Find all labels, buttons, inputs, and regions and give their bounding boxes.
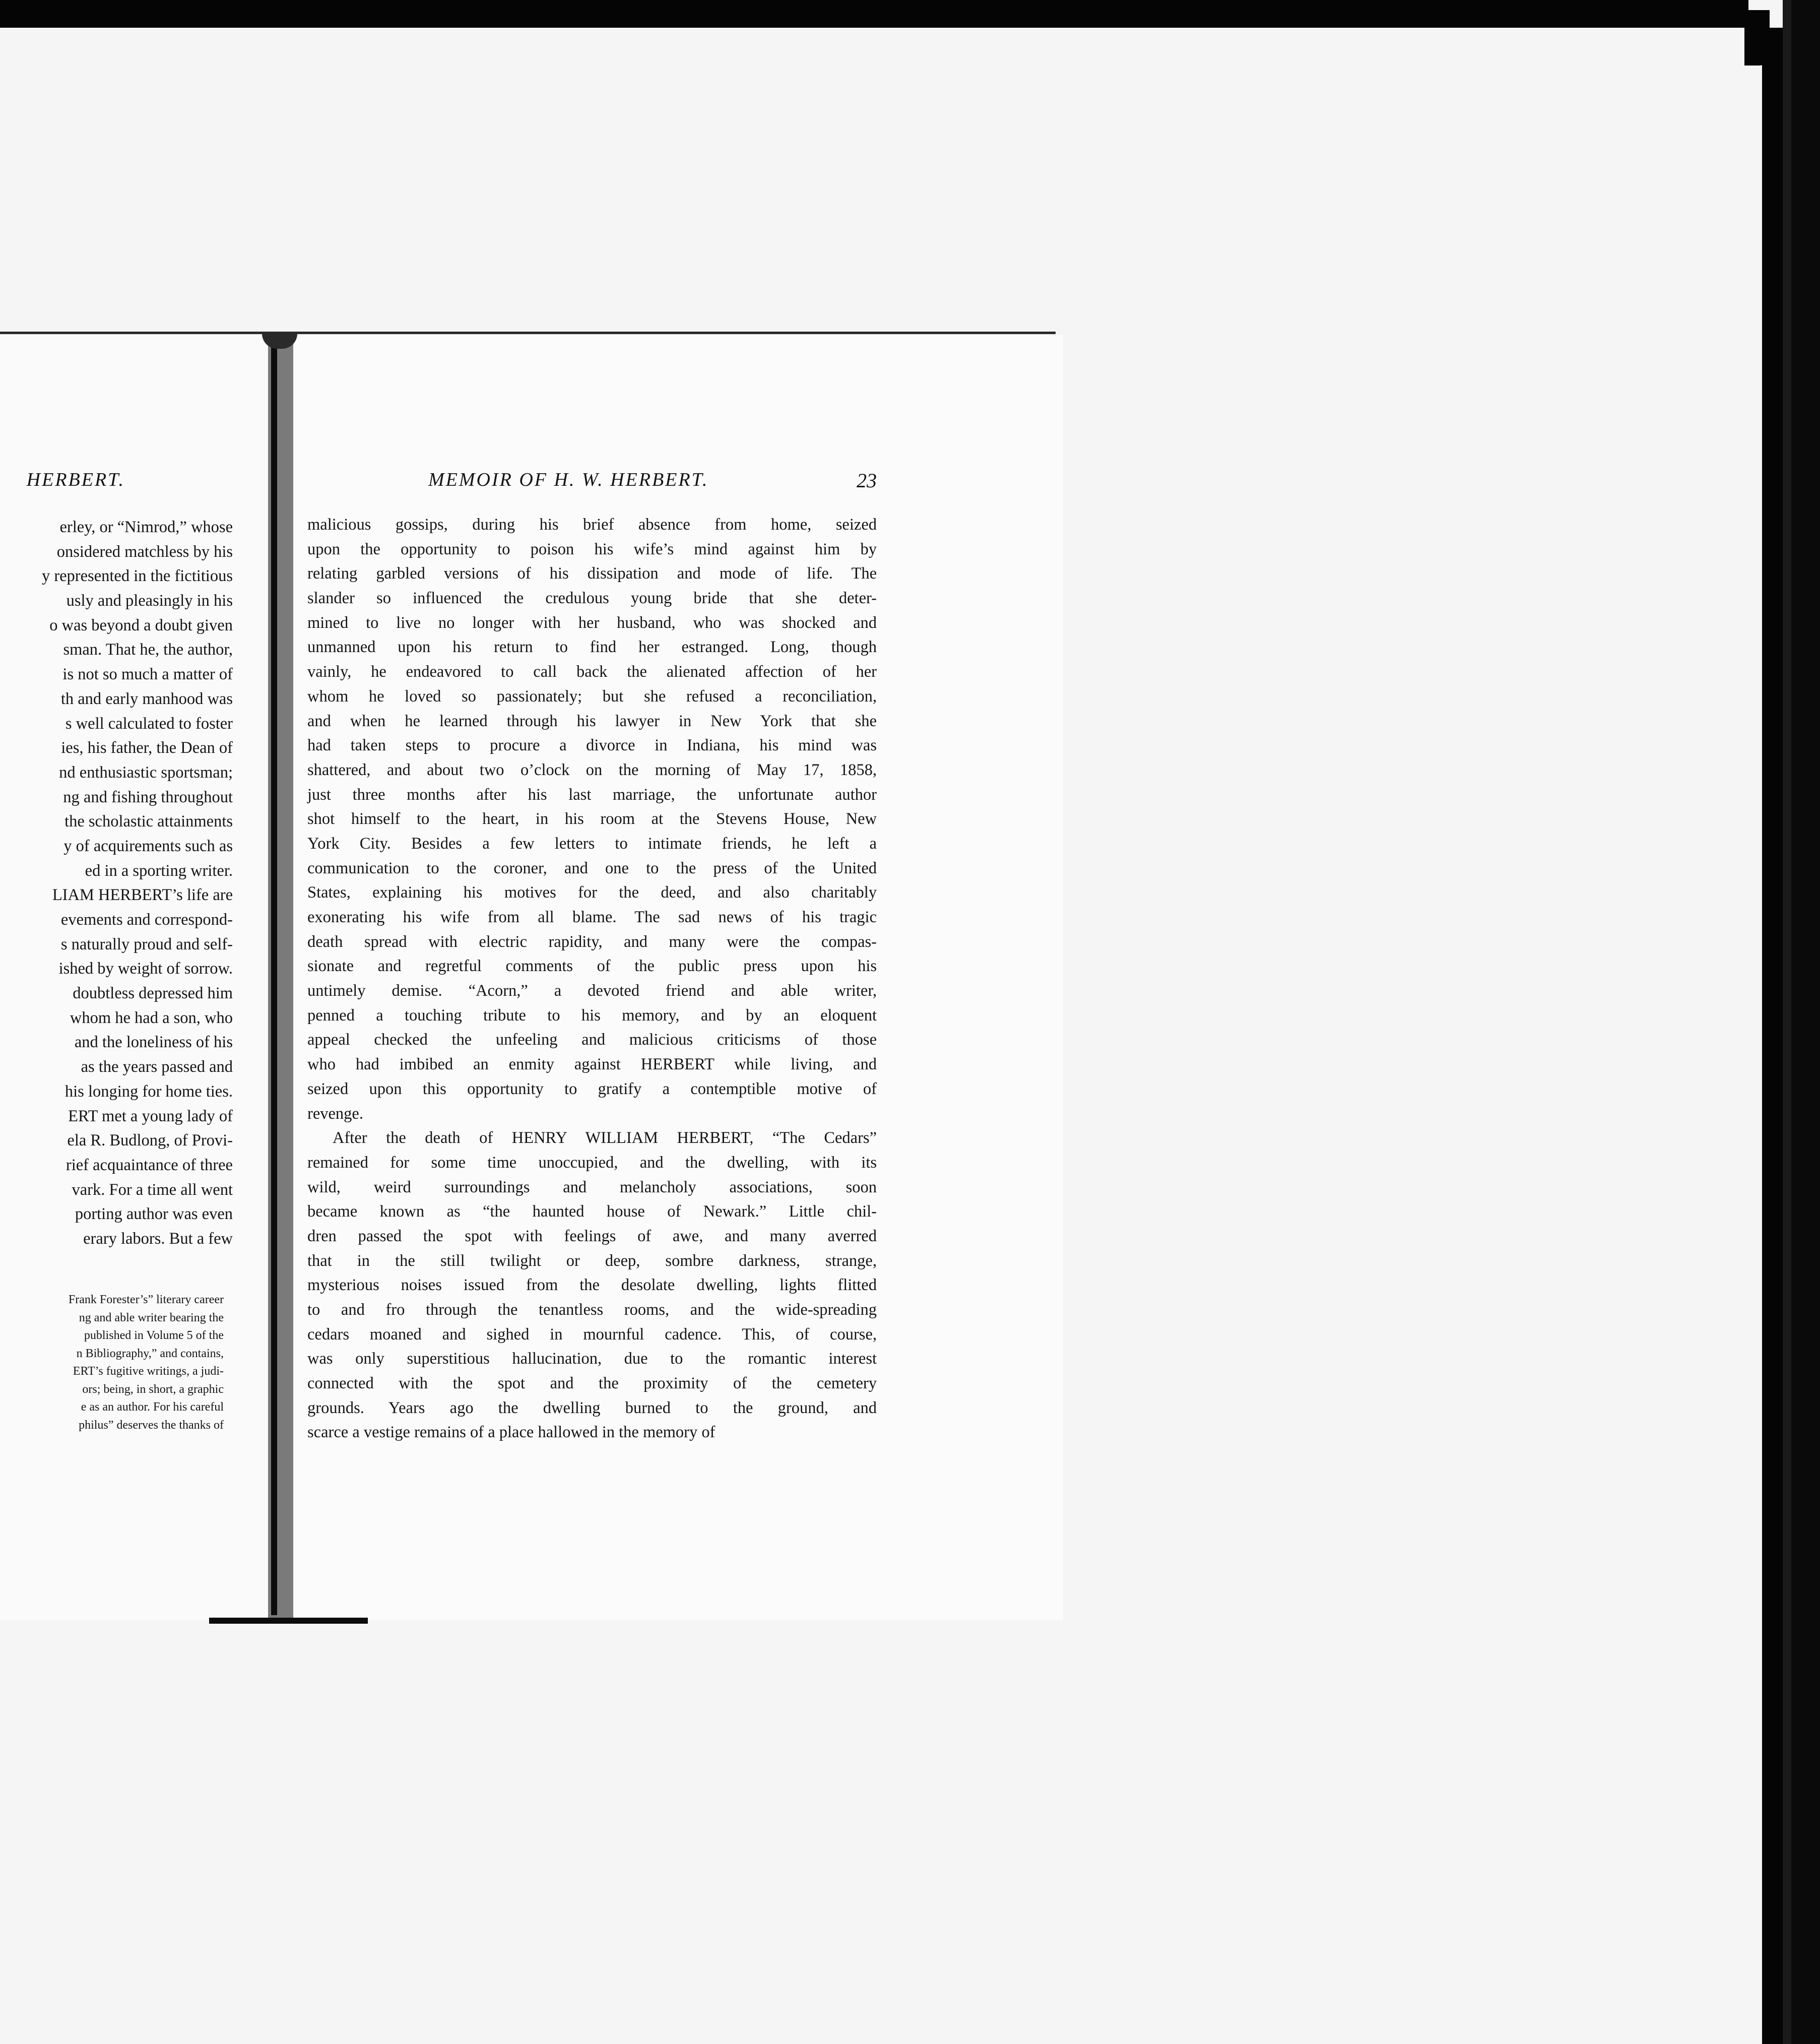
right-text-line: to and fro through the tenantless rooms, and the wide-spreading <box>307 1301 877 1319</box>
left-text-line: whom he had a son, who <box>70 1008 233 1027</box>
footnote-line: philus” deserves the thanks of <box>79 1418 224 1432</box>
right-text-line: mined to live no longer with her husband, who was shocked and <box>307 613 877 632</box>
right-text-line: just three months after his last marriage, the unfortunate author <box>307 785 877 804</box>
right-text-line: shattered, and about two o’clock on the morning of May 17, 1858, <box>307 760 877 779</box>
left-text-line: ERT met a young lady of <box>68 1107 233 1125</box>
left-text-line: rief acquaintance of three <box>66 1156 233 1174</box>
right-text-line: relating garbled versions of his dissipation and mode of life. The <box>307 564 877 583</box>
right-text-line: shot himself to the heart, in his room at the Stevens House, New <box>307 810 877 828</box>
right-text-line: whom he loved so passionately; but she refused a reconciliation, <box>307 687 877 706</box>
footnote-line: Frank Forester’s” literary career <box>68 1293 224 1306</box>
right-text-line: York City. Besides a few letters to intimate friends, he left a <box>307 834 877 853</box>
page-number: 23 <box>857 469 877 492</box>
right-text-line: wild, weird surroundings and melancholy associations, soon <box>307 1178 877 1196</box>
right-text-line: became known as “the haunted house of Newark.” Little chil- <box>307 1202 877 1221</box>
footnote-line: ERT’s fugitive writings, a judi- <box>73 1365 224 1378</box>
right-text-line: remained for some time unoccupied, and the dwelling, with its <box>307 1153 877 1172</box>
left-text-line: is not so much a matter of <box>62 665 233 684</box>
left-text-line: sman. That he, the author, <box>63 641 233 659</box>
right-text-line: After the death of HENRY WILLIAM HERBERT, “The Cedars” <box>333 1129 877 1147</box>
left-text-line: ng and fishing throughout <box>63 788 233 806</box>
right-text-line: connected with the spot and the proximity of the cemetery <box>307 1374 877 1393</box>
right-text-line: penned a touching tribute to his memory, and by an eloquent <box>307 1006 877 1025</box>
left-text-line: doubtless depressed him <box>73 984 233 1003</box>
footnote-line: n Bibliography,” and contains, <box>76 1347 224 1360</box>
left-text-line: vark. For a time all went <box>72 1180 233 1199</box>
right-text-line: revenge. <box>307 1104 363 1123</box>
right-text-line: appeal checked the unfeeling and malicious criticisms of those <box>307 1031 877 1049</box>
right-text-line: vainly, he endeavored to call back the alienated affection of her <box>307 663 877 681</box>
left-text-line: s naturally proud and self- <box>60 935 233 953</box>
scan-frame-top <box>0 0 1748 28</box>
right-text-line: grounds. Years ago the dwelling burned to the ground, and <box>307 1398 877 1417</box>
left-text-line: as the years passed and <box>81 1058 233 1076</box>
left-text-line: ed in a sporting writer. <box>85 861 233 880</box>
footnote-line: published in Volume 5 of the <box>84 1329 224 1342</box>
left-body-text <box>0 515 233 1251</box>
left-text-line: the scholastic attainments <box>64 812 233 831</box>
footnote-line: ng and able writer bearing the <box>79 1311 224 1324</box>
right-text-line: mysterious noises issued from the desolate dwelling, lights flitted <box>307 1276 877 1295</box>
left-text-line: LIAM HERBERT’s life are <box>52 886 233 905</box>
left-text-line: s well calculated to foster <box>65 714 233 733</box>
right-text-line: dren passed the spot with feelings of awe, and many averred <box>307 1227 877 1245</box>
right-text-line: States, explaining his motives for the deed, and also charitably <box>307 883 877 902</box>
book-top-edge <box>0 332 1056 334</box>
left-text-line: ies, his father, the Dean of <box>61 739 233 757</box>
book-gutter-shadow <box>271 335 277 1615</box>
right-text-line: untimely demise. “Acorn,” a devoted friend and able writer, <box>307 982 877 1000</box>
right-text-line: scarce a vestige remains of a place hallowed in the memory of <box>307 1423 716 1442</box>
right-text-line: that in the still twilight or deep, sombre darkness, strange, <box>307 1251 877 1270</box>
left-text-line: y of acquirements such as <box>63 837 233 855</box>
right-text-line: communication to the coroner, and one to the press of the United <box>307 859 877 877</box>
left-running-head: HERBERT. <box>26 469 125 490</box>
left-text-line: onsidered matchless by his <box>56 542 233 561</box>
scan-frame-right-edge <box>1791 0 1820 2044</box>
left-text-line: erley, or “Nimrod,” whose <box>59 518 233 536</box>
left-text-line: his longing for home ties. <box>64 1082 233 1101</box>
footnote-line: ors; being, in short, a graphic <box>82 1382 224 1396</box>
right-text-line: malicious gossips, during his brief absence from home, seized <box>307 516 877 534</box>
left-text-line: and the loneliness of his <box>74 1033 233 1052</box>
left-text-line: evements and correspond- <box>60 911 233 929</box>
left-text-line: o was beyond a doubt given <box>49 616 233 634</box>
right-text-line: seized upon this opportunity to gratify a contemptible motive of <box>307 1079 877 1098</box>
left-text-line: ished by weight of sorrow. <box>58 960 233 978</box>
right-text-line: exonerating his wife from all blame. The sad news of his tragic <box>307 908 877 926</box>
right-text-line: cedars moaned and sighed in mournful cadence. This, of course, <box>307 1325 877 1344</box>
right-text-line: and when he learned through his lawyer in New York that she <box>307 712 877 730</box>
right-text-line: who had imbibed an enmity against HERBERT while living, and <box>307 1055 877 1074</box>
left-text-line: usly and pleasingly in his <box>66 592 233 610</box>
right-text-line: was only superstitious hallucination, due to the romantic interest <box>307 1350 877 1368</box>
left-text-line: erary labors. But a few <box>83 1229 233 1248</box>
right-text-line: had taken steps to procure a divorce in Indiana, his mind was <box>307 736 877 755</box>
book-bottom-edge <box>209 1618 368 1624</box>
right-text-line: sionate and regretful comments of the public press upon his <box>307 957 877 976</box>
right-text-line: upon the opportunity to poison his wife’s mind against him by <box>307 540 877 558</box>
left-text-line: porting author was even <box>75 1205 233 1224</box>
right-body-text <box>307 513 877 1445</box>
left-text-line: nd enthusiastic sportsman; <box>59 763 233 782</box>
left-text-line: y represented in the fictitious <box>41 567 233 586</box>
left-text-line: ela R. Budlong, of Provi- <box>67 1131 233 1150</box>
left-footnote <box>0 1291 224 1434</box>
right-text-line: slander so influenced the credulous young bride that she deter- <box>307 589 877 608</box>
left-text-line: th and early manhood was <box>60 689 233 708</box>
footnote-line: e as an author. For his careful <box>81 1400 224 1414</box>
right-text-line: unmanned upon his return to find her estranged. Long, though <box>307 638 877 657</box>
right-text-line: death spread with electric rapidity, and many were the compas- <box>307 932 877 951</box>
right-running-head: MEMOIR OF H. W. HERBERT. <box>428 469 709 490</box>
